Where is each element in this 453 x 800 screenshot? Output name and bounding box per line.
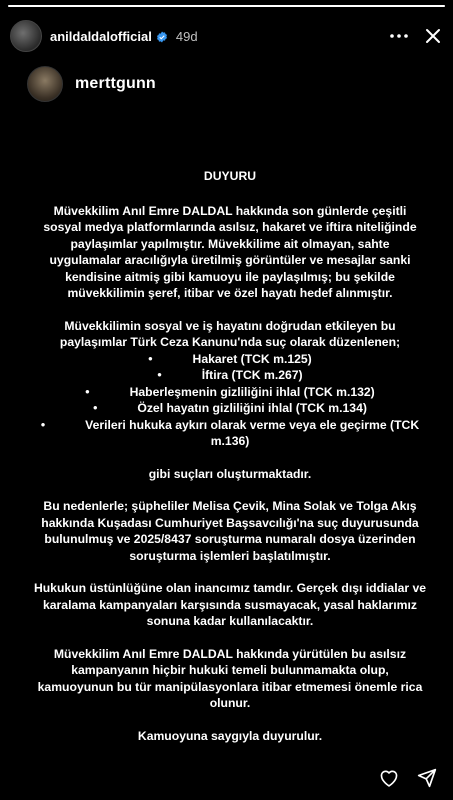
- story-actions: [379, 768, 437, 788]
- close-icon[interactable]: [423, 26, 443, 46]
- bullet-icon: •: [40, 417, 46, 432]
- document-paragraph-6: Müvekkilim Anıl Emre DALDAL hakkında yürütülen bu asılsız kampanyanın hiçbir hukuki temeli bulunmamakta olup, kamuoyunun bu tür manipülasyonlara itibar etmemesi önemle rica olunur.: [37, 646, 423, 710]
- heart-icon[interactable]: [379, 768, 399, 788]
- more-dots-icon[interactable]: [389, 26, 409, 46]
- document-paragraph-3: gibi suçları oluşturmaktadır.: [148, 466, 312, 481]
- story-username[interactable]: anildaldalofficial: [50, 28, 152, 44]
- document-title: DUYURU: [203, 169, 257, 183]
- bullet-icon: •: [148, 351, 153, 366]
- send-icon[interactable]: [417, 768, 437, 788]
- list-item: • İftira (TCK m.267): [157, 368, 303, 382]
- embedded-post-header: [27, 66, 156, 102]
- list-item: • Özel hayatın gizliliğini ihlal (TCK m.134): [93, 401, 367, 415]
- story-progress-fill: [8, 5, 445, 7]
- bullet-icon: •: [85, 384, 90, 399]
- story-header: [10, 20, 443, 52]
- embedded-post-card: [25, 60, 435, 758]
- story-progress-bar: [8, 5, 445, 7]
- bullet-icon: •: [93, 401, 98, 415]
- document-paragraph-7: Kamuoyuna saygıyla duyurulur.: [137, 728, 323, 743]
- avatar[interactable]: [27, 66, 63, 102]
- story-time-ago: 49d: [175, 28, 198, 44]
- list-item: • Haberleşmenin gizliliğini ihlal (TCK m.132): [85, 384, 375, 399]
- document-paragraph-1: Müvekkilim Anıl Emre DALDAL hakkında son günlerde çeşitli sosyal medya platformlarında asılsız, hakaret ve iftira niteliğinde paylaşımlar yapılmıştır. Müvekkilime ait olmayan, sahte uygulamalar aracılığıyla üretilmiş görüntüler ve mesajlar sanki kendisine aitmiş gibi kamuoyu ile paylaşılmış; bu şekilde müvekkilimin şeref, itibar ve özel hayatı hedef alınmıştır.: [43, 203, 417, 300]
- embedded-post-username[interactable]: merttgunn: [75, 75, 156, 92]
- document-paragraph-4: Bu nedenlerle; şüpheliler Melisa Çevik, Mina Solak ve Tolga Akış hakkında Kuşadası Cumhuriyet Başsavcılığı'na suç duyurusunda bulunulmuş ve 2025/8437 soruşturma numaralı dosya üzerinden soruşturma işlemleri başlatılmıştır.: [41, 499, 419, 563]
- list-item: • Hakaret (TCK m.125): [148, 351, 312, 366]
- verified-badge-icon: [156, 30, 168, 42]
- avatar[interactable]: [10, 20, 42, 52]
- announcement-document: [25, 168, 435, 760]
- document-paragraph-5: Hukukun üstünlüğüne olan inancımız tamdır. Gerçek dışı iddialar ve karalama kampanyaları karşısında susmayacak, yasal haklarımız sonuna kadar kullanılacaktır.: [33, 581, 427, 628]
- document-paragraph-2: Müvekkilimin sosyal ve iş hayatını doğrudan etkileyen bu paylaşımlar Türk Ceza Kanunu'nda suç olarak düzenlenen;: [59, 318, 401, 349]
- bullet-icon: •: [157, 368, 162, 382]
- list-item: • Verileri hukuka aykırı olarak verme veya ele geçirme (TCK m.136): [40, 417, 420, 448]
- offense-list: [33, 351, 427, 450]
